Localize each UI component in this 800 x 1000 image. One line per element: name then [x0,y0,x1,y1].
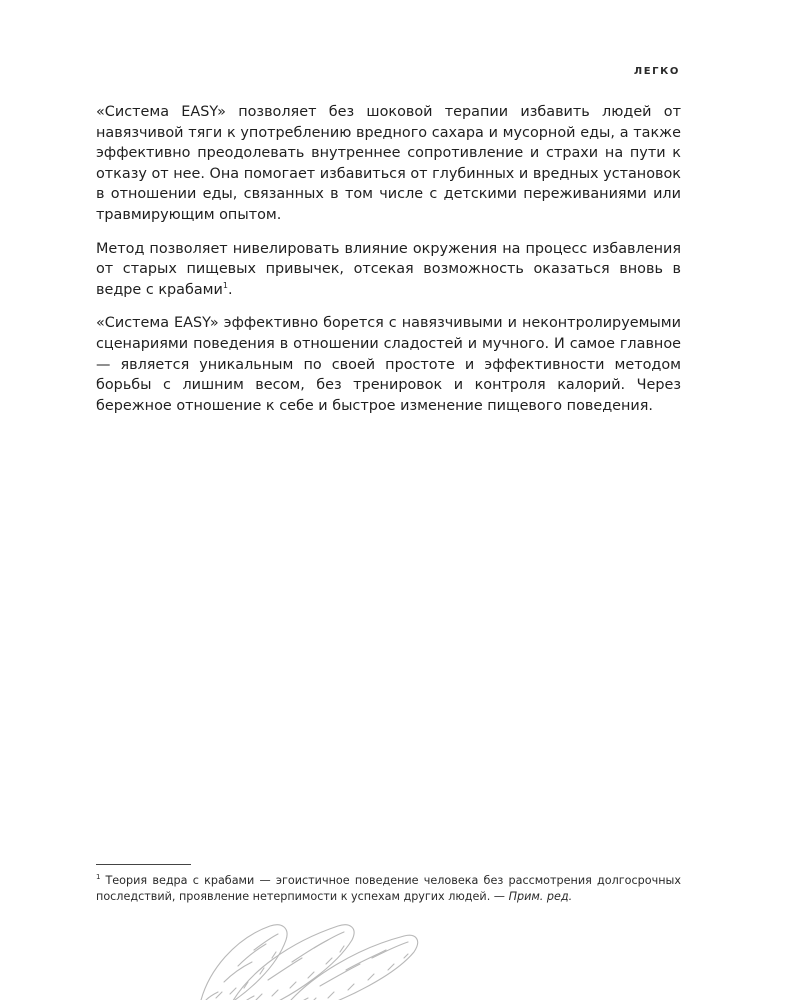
paragraph-3: «Система EASY» эффективно борется с навязчивыми и неконтролируемыми сценариями поведения в отношении сладостей и мучного. И самое главное — является уникальным по своей простоте и эффективности методом борьбы с лишним весом, без тренировок и контроля калорий. Через бережное отношение к себе и быстрое изменение пищевого поведения. [96,315,681,414]
footnote-number: 1 [96,873,101,882]
baguette-illustration-icon [186,900,422,1000]
footnote-editor-note: Прим. ред. [508,890,573,903]
baguette-score [314,932,344,948]
paragraph-2 [96,239,681,301]
baguette-shading [310,954,408,1000]
paragraph-2-text: Метод позволяет нивелировать влияние окружения на процесс избавления от старых пищевых привычек, отсекая возможность оказаться вновь в ведре с крабами [96,240,681,298]
paragraph-2-end: . [227,281,233,298]
running-title: ЛЕГКО [633,66,680,77]
footnote-text: Теория ведра с крабами — эгоистичное поведение человека без рассмотрения долгосрочных последствий, проявление нетерпимости к успехам других людей. — [96,874,681,903]
baguette-shading [256,946,344,1000]
paragraph-1: «Система EASY» позволяет без шоковой терапии избавить людей от навязчивой тяги к употреблению вредного сахара и мусорной еды, а также эффективно преодолевать внутреннее сопротивление и страхи на пути к отказу от нее. Она помогает избавиться от глубинных и вредных установок в отношении еды, связанных в том числе с детскими переживаниями или травмирующим опытом. [96,104,681,223]
baguette-score [238,944,266,966]
footnote-reference[interactable]: 1 [222,280,228,290]
body-text [96,102,681,429]
baguette-score [268,958,302,980]
baguette-score [320,964,360,986]
baguette-score [254,934,278,950]
baguette-score [224,962,252,982]
baguette-score [346,950,386,970]
footnote-divider [96,864,191,865]
